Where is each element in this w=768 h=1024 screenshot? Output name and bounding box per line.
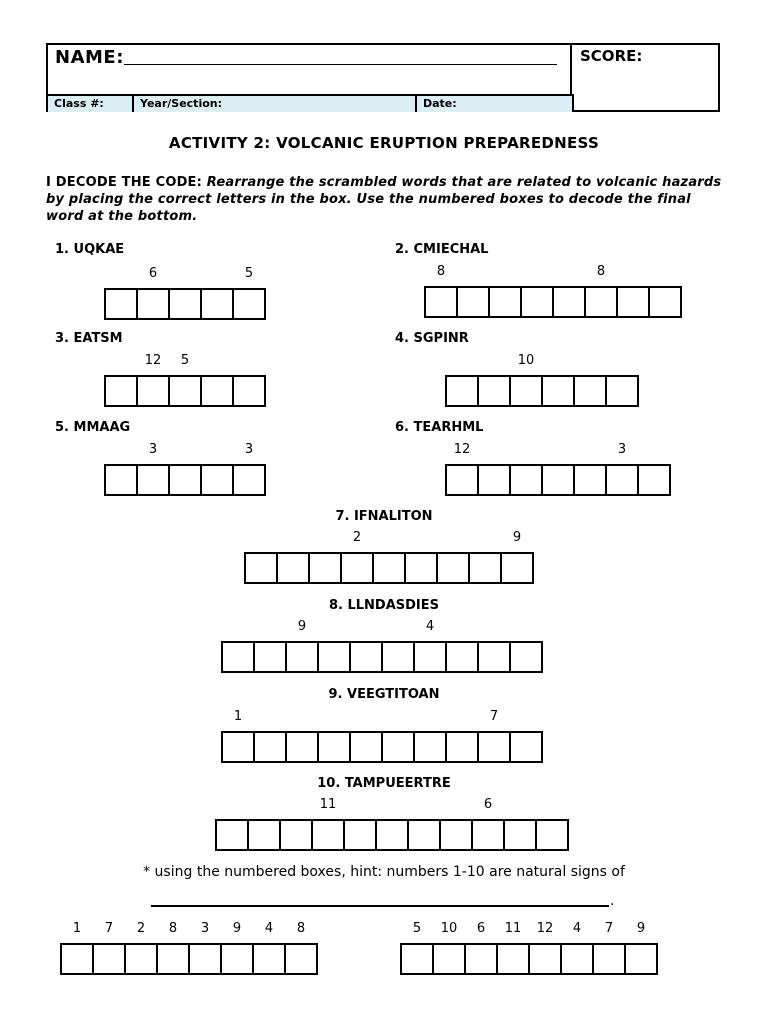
box-number: 4: [264, 921, 274, 936]
box-number: [413, 709, 447, 725]
box-number: [439, 797, 473, 813]
letter-box[interactable]: [279, 819, 313, 851]
score-label: SCORE:: [580, 47, 643, 65]
letter-box[interactable]: [509, 641, 543, 673]
box-number: [375, 797, 409, 813]
letter-box[interactable]: [372, 552, 406, 584]
box-number: [168, 442, 202, 458]
letter-box[interactable]: [488, 286, 522, 318]
letter-box[interactable]: [605, 375, 639, 407]
instructions: [46, 174, 726, 225]
item-label: 4. SGPINR: [395, 331, 469, 346]
box-number: [104, 442, 138, 458]
letter-box[interactable]: [285, 641, 319, 673]
letter-box[interactable]: [541, 375, 575, 407]
box-number: 11: [504, 921, 522, 936]
year-section-field[interactable]: [134, 96, 417, 112]
box-number: 2: [352, 530, 362, 545]
box-number: 1: [233, 709, 243, 724]
box-number: [244, 530, 278, 546]
letter-box[interactable]: [308, 552, 342, 584]
letter-box[interactable]: [60, 943, 94, 975]
item-4-box-row: [445, 375, 637, 407]
letter-box[interactable]: [400, 943, 434, 975]
box-number: 6: [483, 797, 493, 812]
letter-box[interactable]: [436, 552, 470, 584]
box-number: 8: [168, 921, 178, 936]
letter-box[interactable]: [252, 943, 286, 975]
letter-box[interactable]: [477, 464, 511, 496]
item-3-numbers: [104, 353, 264, 369]
box-number: [456, 264, 490, 280]
score-cell[interactable]: [572, 45, 718, 110]
letter-box[interactable]: [200, 288, 234, 320]
letter-box[interactable]: [648, 286, 682, 318]
box-number: [232, 353, 266, 369]
item-label: 8. LLNDASDIES: [328, 598, 440, 613]
letter-box[interactable]: [276, 552, 310, 584]
item-1-box-row: [104, 288, 264, 320]
letter-box[interactable]: [471, 819, 505, 851]
item-1-numbers: [104, 266, 264, 282]
letter-box[interactable]: [311, 819, 345, 851]
letter-box[interactable]: [232, 464, 266, 496]
box-number: [221, 619, 255, 635]
instructions-body: Rearrange the scrambled words that are related to volcanic hazards by placing the correct letters in the box. Use the numbered boxes to decode the final word at the bottom.: [46, 175, 722, 224]
item-label: 7. IFNALITON: [335, 509, 433, 524]
letter-box[interactable]: [496, 943, 530, 975]
letter-box[interactable]: [477, 641, 511, 673]
letter-box[interactable]: [156, 943, 190, 975]
box-number: [477, 619, 511, 635]
box-number: 6: [476, 921, 486, 936]
letter-box[interactable]: [456, 286, 490, 318]
box-number: [509, 619, 543, 635]
letter-box[interactable]: [592, 943, 626, 975]
letter-box[interactable]: [221, 641, 255, 673]
letter-box[interactable]: [232, 288, 266, 320]
box-number: 8: [596, 264, 606, 279]
box-number: [343, 797, 377, 813]
box-number: [436, 530, 470, 546]
letter-box[interactable]: [317, 731, 351, 763]
item-6-numbers: [445, 442, 669, 458]
item-10-box-row: [215, 819, 567, 851]
box-number: 7: [489, 709, 499, 724]
letter-box[interactable]: [560, 943, 594, 975]
letter-box[interactable]: [343, 819, 377, 851]
box-number: 11: [319, 797, 337, 812]
box-number: [317, 709, 351, 725]
item-8-numbers: [221, 619, 541, 635]
box-number: [445, 353, 479, 369]
box-number: [349, 709, 383, 725]
box-number: 3: [617, 442, 627, 457]
letter-box[interactable]: [528, 943, 562, 975]
letter-box[interactable]: [407, 819, 441, 851]
letter-box[interactable]: [477, 375, 511, 407]
letter-box[interactable]: [616, 286, 650, 318]
box-number: [215, 797, 249, 813]
box-number: 8: [436, 264, 446, 279]
item-8-box-row: [221, 641, 541, 673]
letter-box[interactable]: [200, 464, 234, 496]
box-number: 10: [517, 353, 535, 368]
letter-box[interactable]: [284, 943, 318, 975]
item-7-numbers: [244, 530, 532, 546]
letter-box[interactable]: [500, 552, 534, 584]
letter-box[interactable]: [349, 641, 383, 673]
box-number: [445, 709, 479, 725]
box-number: 12: [453, 442, 471, 457]
letter-box[interactable]: [445, 375, 479, 407]
letter-box[interactable]: [573, 464, 607, 496]
instructions-lead: I DECODE THE CODE:: [46, 175, 203, 190]
letter-box[interactable]: [253, 731, 287, 763]
letter-box[interactable]: [477, 731, 511, 763]
item-2-numbers: [424, 264, 680, 280]
item-4-numbers: [445, 353, 637, 369]
letter-box[interactable]: [124, 943, 158, 975]
letter-box[interactable]: [200, 375, 234, 407]
letter-box[interactable]: [509, 464, 543, 496]
box-number: [488, 264, 522, 280]
letter-box[interactable]: [624, 943, 658, 975]
item-label: 5. MMAAG: [55, 420, 131, 435]
letter-box[interactable]: [136, 464, 170, 496]
box-number: [317, 619, 351, 635]
box-number: [541, 353, 575, 369]
letter-box[interactable]: [104, 288, 138, 320]
box-number: 5: [412, 921, 422, 936]
box-number: 4: [425, 619, 435, 634]
header-table: [46, 43, 720, 112]
box-number: [468, 530, 502, 546]
letter-box[interactable]: [605, 464, 639, 496]
box-number: [648, 264, 682, 280]
item-label: 10. TAMPUEERTRE: [317, 776, 451, 791]
box-number: [200, 442, 234, 458]
box-number: 5: [180, 353, 190, 368]
box-number: [541, 442, 575, 458]
letter-box[interactable]: [168, 288, 202, 320]
letter-box[interactable]: [404, 552, 438, 584]
letter-box[interactable]: [253, 641, 287, 673]
item-9-box-row: [221, 731, 541, 763]
letter-box[interactable]: [375, 819, 409, 851]
letter-box[interactable]: [104, 464, 138, 496]
letter-box[interactable]: [535, 819, 569, 851]
box-number: 1: [72, 921, 82, 936]
box-number: 5: [244, 266, 254, 281]
box-number: [509, 709, 543, 725]
letter-box[interactable]: [503, 819, 537, 851]
item-6-box-row: [445, 464, 669, 496]
letter-box[interactable]: [317, 641, 351, 673]
letter-box[interactable]: [552, 286, 586, 318]
name-field[interactable]: [124, 64, 557, 65]
letter-box[interactable]: [468, 552, 502, 584]
item-5-box-row: [104, 464, 264, 496]
letter-box[interactable]: [637, 464, 671, 496]
box-number: [168, 266, 202, 282]
box-number: [573, 442, 607, 458]
letter-box[interactable]: [445, 731, 479, 763]
box-number: [637, 442, 671, 458]
item-label: 9. VEEGTITOAN: [328, 687, 440, 702]
item-9-numbers: [221, 709, 541, 725]
box-number: 4: [572, 921, 582, 936]
item-label: 3. EATSM: [55, 331, 123, 346]
letter-box[interactable]: [285, 731, 319, 763]
letter-box[interactable]: [381, 641, 415, 673]
box-number: [477, 353, 511, 369]
date-field[interactable]: [417, 96, 570, 112]
year-section-label: Year/Section:: [140, 97, 223, 110]
box-number: 2: [136, 921, 146, 936]
box-number: 9: [297, 619, 307, 634]
box-number: [308, 530, 342, 546]
box-number: [276, 530, 310, 546]
letter-box[interactable]: [413, 731, 447, 763]
item-label: 6. TEARHML: [395, 420, 484, 435]
item-10-numbers: [215, 797, 567, 813]
letter-box[interactable]: [220, 943, 254, 975]
letter-box[interactable]: [136, 288, 170, 320]
letter-box[interactable]: [221, 731, 255, 763]
final-word-1-box-row: [60, 943, 316, 975]
letter-box[interactable]: [232, 375, 266, 407]
letter-box[interactable]: [584, 286, 618, 318]
box-number: [520, 264, 554, 280]
box-number: 6: [148, 266, 158, 281]
letter-box[interactable]: [573, 375, 607, 407]
box-number: [535, 797, 569, 813]
box-number: [477, 442, 511, 458]
letter-box[interactable]: [445, 641, 479, 673]
box-number: 7: [604, 921, 614, 936]
box-number: [407, 797, 441, 813]
letter-box[interactable]: [445, 464, 479, 496]
box-number: [247, 797, 281, 813]
class-label: Class #:: [54, 97, 104, 110]
item-label: 2. CMIECHAL: [395, 242, 489, 257]
final-word-2-box-row: [400, 943, 656, 975]
box-number: 3: [148, 442, 158, 457]
box-number: [200, 266, 234, 282]
name-label: NAME:: [55, 47, 124, 68]
box-number: [253, 619, 287, 635]
box-number: [381, 619, 415, 635]
letter-box[interactable]: [244, 552, 278, 584]
letter-box[interactable]: [92, 943, 126, 975]
item-2-box-row: [424, 286, 680, 318]
letter-box[interactable]: [424, 286, 458, 318]
letter-box[interactable]: [439, 819, 473, 851]
box-number: 9: [512, 530, 522, 545]
hint-text: * using the numbered boxes, hint: numbers 1-10 are natural signs of: [143, 864, 625, 880]
box-number: [503, 797, 537, 813]
final-answer-line[interactable]: [151, 905, 609, 907]
box-number: 12: [536, 921, 554, 936]
box-number: [253, 709, 287, 725]
box-number: [573, 353, 607, 369]
box-number: 3: [244, 442, 254, 457]
box-number: [279, 797, 313, 813]
box-number: 3: [200, 921, 210, 936]
box-number: 9: [636, 921, 646, 936]
box-number: 9: [232, 921, 242, 936]
box-number: [552, 264, 586, 280]
letter-box[interactable]: [520, 286, 554, 318]
letter-box[interactable]: [215, 819, 249, 851]
final-word-2-numbers: [400, 921, 656, 937]
final-answer-period: .: [610, 893, 615, 909]
box-number: [404, 530, 438, 546]
item-label: 1. UQKAE: [55, 242, 125, 257]
letter-box[interactable]: [432, 943, 466, 975]
box-number: [445, 619, 479, 635]
letter-box[interactable]: [247, 819, 281, 851]
box-number: 12: [144, 353, 162, 368]
date-label: Date:: [423, 97, 457, 110]
box-number: [104, 353, 138, 369]
box-number: 10: [440, 921, 458, 936]
box-number: [616, 264, 650, 280]
letter-box[interactable]: [168, 464, 202, 496]
item-5-numbers: [104, 442, 264, 458]
letter-box[interactable]: [413, 641, 447, 673]
class-field[interactable]: [48, 96, 134, 112]
letter-box[interactable]: [541, 464, 575, 496]
letter-box[interactable]: [509, 731, 543, 763]
letter-box[interactable]: [381, 731, 415, 763]
letter-box[interactable]: [136, 375, 170, 407]
box-number: 8: [296, 921, 306, 936]
box-number: [349, 619, 383, 635]
letter-box[interactable]: [168, 375, 202, 407]
box-number: [104, 266, 138, 282]
final-word-1-numbers: [60, 921, 316, 937]
name-cell: [48, 45, 572, 94]
info-row: [48, 94, 574, 112]
box-number: [285, 709, 319, 725]
letter-box[interactable]: [509, 375, 543, 407]
letter-box[interactable]: [349, 731, 383, 763]
item-3-box-row: [104, 375, 264, 407]
letter-box[interactable]: [340, 552, 374, 584]
box-number: [372, 530, 406, 546]
activity-title: ACTIVITY 2: VOLCANIC ERUPTION PREPAREDNESS: [168, 134, 600, 152]
letter-box[interactable]: [188, 943, 222, 975]
box-number: [381, 709, 415, 725]
item-7-box-row: [244, 552, 532, 584]
box-number: 7: [104, 921, 114, 936]
box-number: [200, 353, 234, 369]
letter-box[interactable]: [464, 943, 498, 975]
box-number: [509, 442, 543, 458]
box-number: [605, 353, 639, 369]
letter-box[interactable]: [104, 375, 138, 407]
